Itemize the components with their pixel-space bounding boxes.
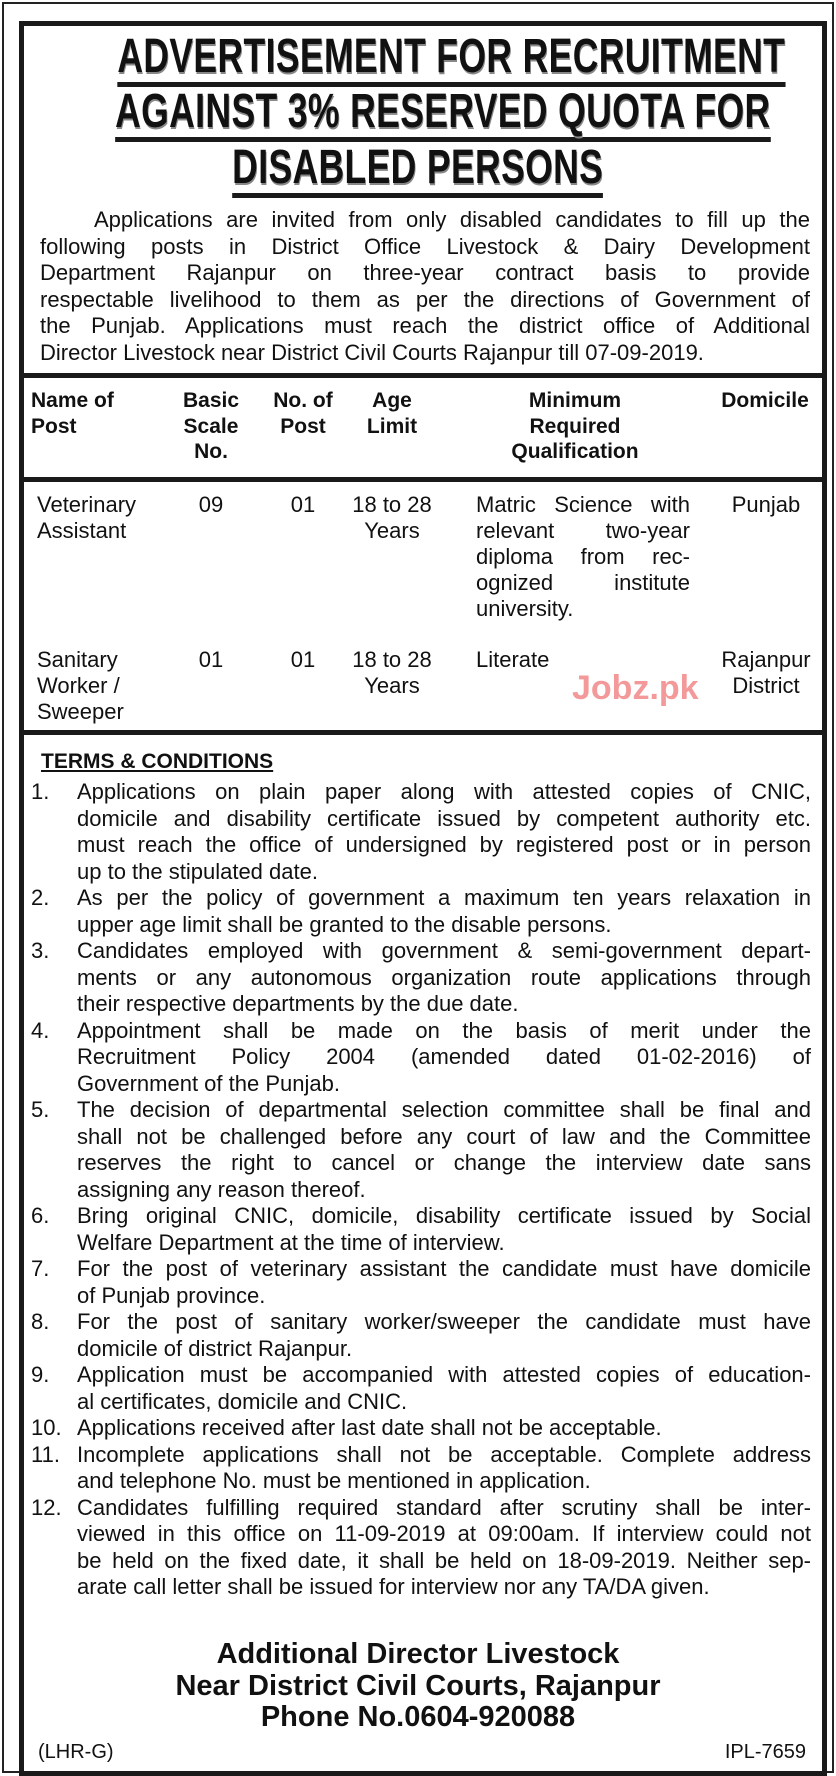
- intro-line: respectable livelihood to them as per the directions of Government of: [40, 286, 810, 312]
- header-posts: [258, 388, 348, 439]
- header-posts-line: Post: [280, 414, 326, 438]
- cell-name: [37, 492, 167, 544]
- item-line: Incomplete applications shall not be acceptable. Complete address: [77, 1441, 811, 1467]
- item-line: reserves the right to cancel or change the interview date sans: [77, 1150, 811, 1175]
- cell-name-line: Assistant: [37, 518, 127, 543]
- cell-scale-line: 09: [198, 492, 224, 517]
- intro-paragraph: [40, 207, 810, 366]
- item-line: Applications received after last date shall not be acceptable.: [77, 1415, 662, 1440]
- terms-item: [31, 1309, 811, 1362]
- item-line: For the post of sanitary worker/sweeper the candidate must have: [77, 1309, 811, 1334]
- header-qualification: [475, 388, 675, 465]
- terms-item: [31, 1018, 811, 1098]
- terms-item: [31, 1097, 811, 1203]
- intro-line: Applications are invited from only disabled candidates to fill up the: [94, 207, 810, 232]
- terms-item: [31, 1203, 811, 1256]
- item-line: of Punjab province.: [77, 1282, 266, 1308]
- item-number: 12.: [31, 1494, 62, 1520]
- cell-qualification-line: diploma from rec-: [476, 544, 690, 569]
- cell-posts: [258, 492, 348, 518]
- watermark-logo: Jobz.pk: [572, 669, 699, 707]
- item-number: 6.: [31, 1203, 50, 1228]
- item-number: 4.: [31, 1017, 50, 1043]
- header-qualification-line: Qualification: [511, 440, 639, 463]
- item-line: shall not be challenged before any court of law and the Committee: [77, 1123, 811, 1149]
- item-line: The decision of departmental selection committee shall be final and: [77, 1097, 811, 1122]
- cell-qualification-line: Matric Science with: [476, 492, 690, 517]
- item-number: 11.: [31, 1441, 60, 1467]
- item-number: 1.: [31, 779, 50, 804]
- cell-age: [342, 647, 442, 699]
- header-scale-line: Scale: [183, 414, 239, 438]
- cell-name: [37, 647, 167, 725]
- item-line: Candidates employed with government & semi-government depart-: [77, 938, 811, 963]
- item-number: 8.: [31, 1309, 50, 1334]
- item-number: 9.: [31, 1362, 50, 1387]
- footer-office: Additional Director Livestock: [216, 1638, 620, 1670]
- header-name-line: Name of: [31, 389, 114, 412]
- terms-item: [31, 1495, 811, 1601]
- item-line: Bring original CNIC, domicile, disability certificate issued by Social: [77, 1203, 811, 1228]
- divider: [19, 730, 827, 735]
- item-line: and telephone No. must be mentioned in application.: [77, 1468, 591, 1493]
- right-code: IPL-7659: [724, 1741, 806, 1763]
- item-line: For the post of veterinary assistant the candidate must have domicile: [77, 1256, 811, 1281]
- header-age: [347, 388, 437, 439]
- item-line: Appointment shall be made on the basis of merit under the: [77, 1017, 811, 1043]
- header-name-line: Post: [31, 414, 77, 438]
- header-age-line: Limit: [366, 414, 418, 438]
- item-line: domicile and disability certificate issued by competent authority etc.: [77, 805, 811, 831]
- item-line: Candidates fulfilling required standard after scrutiny shall be inter-: [77, 1494, 811, 1520]
- item-line: must reach the office of undersigned by registered post or in person: [77, 832, 811, 857]
- item-line: viewed in this office on 11-09-2019 at 09:00am. If interview could not: [77, 1521, 811, 1546]
- item-number: 5.: [31, 1097, 50, 1122]
- header-scale: [166, 388, 256, 465]
- terms-heading: TERMS & CONDITIONS: [41, 750, 274, 773]
- cell-qualification: [476, 492, 690, 622]
- header-age-line: Age: [372, 389, 412, 412]
- cell-domicile: [705, 492, 827, 518]
- item-line: domicile of district Rajanpur.: [77, 1335, 353, 1361]
- header-qualification-line: Minimum: [528, 389, 622, 412]
- cell-name-line: Veterinary: [37, 492, 137, 517]
- title-line-2: [0, 87, 836, 143]
- cell-age-line: Years: [364, 518, 420, 543]
- terms-item: [31, 1415, 811, 1442]
- cell-name-line: Sanitary: [37, 647, 118, 672]
- cell-qualification-line: university.: [476, 596, 574, 621]
- terms-item: [31, 938, 811, 1018]
- footer-contact: [0, 1639, 836, 1734]
- cell-qualification-line: ognized institute: [476, 570, 690, 595]
- cell-name-line: Sweeper: [37, 699, 124, 724]
- header-scale-line: Basic: [182, 389, 240, 412]
- divider: [19, 477, 827, 482]
- item-line: ments or any autonomous organization route applications through: [77, 964, 811, 990]
- cell-qualification-line: relevant two-year: [476, 518, 690, 543]
- title-text: DISABLED PERSONS: [232, 143, 603, 198]
- item-line: Recruitment Policy 2004 (amended dated 01-02-2016) of: [77, 1044, 811, 1069]
- terms-list: [31, 779, 811, 1601]
- item-line: Welfare Department at the time of interview.: [77, 1229, 505, 1255]
- header-scale-line: No.: [194, 440, 228, 463]
- header-domicile: [705, 388, 825, 414]
- cell-scale-line: 01: [198, 647, 224, 672]
- title-text: AGAINST 3% RESERVED QUOTA FOR: [115, 87, 770, 142]
- terms-item: [31, 1362, 811, 1415]
- cell-domicile-line: Punjab: [731, 492, 801, 517]
- item-line: upper age limit shall be granted to the disable persons.: [77, 911, 612, 937]
- cell-age-line: Years: [364, 673, 420, 698]
- footer-address: Near District Civil Courts, Rajanpur: [175, 1669, 661, 1702]
- cell-domicile: [705, 647, 827, 699]
- intro-line: following posts in District Office Livestock & Dairy Development: [40, 233, 810, 259]
- cell-age: [342, 492, 442, 544]
- cell-scale: [166, 647, 256, 673]
- header-domicile-line: Domicile: [721, 389, 809, 412]
- item-line: Applications on plain paper along with attested copies of CNIC,: [77, 779, 811, 804]
- divider: [19, 373, 827, 378]
- title-text: ADVERTISEMENT FOR RECRUITMENT: [117, 32, 785, 87]
- cell-scale: [166, 492, 256, 518]
- cell-qualification-line: Literate: [476, 647, 550, 672]
- cell-posts-line: 01: [290, 647, 316, 672]
- item-number: 3.: [31, 938, 50, 963]
- intro-line: Department Rajanpur on three-year contract basis to provide: [40, 260, 810, 285]
- header-name: [31, 388, 151, 439]
- item-line: al certificates, domicile and CNIC.: [77, 1388, 408, 1414]
- item-line: their respective departments by the due date.: [77, 991, 519, 1016]
- cell-age-line: 18 to 28: [352, 647, 432, 672]
- cell-posts: [258, 647, 348, 673]
- item-number: 2.: [31, 885, 50, 910]
- item-number: 10.: [31, 1415, 62, 1440]
- item-line: up to the stipulated date.: [77, 858, 318, 884]
- item-line: As per the policy of government a maximum ten years relaxation in: [77, 885, 811, 910]
- intro-line: the Punjab. Applications must reach the district office of Additional: [40, 313, 810, 338]
- terms-item: [31, 779, 811, 885]
- cell-age-line: 18 to 28: [352, 492, 432, 517]
- cell-name-line: Worker /: [37, 673, 120, 698]
- item-line: assigning any reason thereof.: [77, 1176, 366, 1202]
- left-code: (LHR-G): [38, 1741, 114, 1763]
- terms-item: [31, 885, 811, 938]
- item-line: arate call letter shall be issued for interview nor any TA/DA given.: [77, 1574, 710, 1599]
- terms-item: [31, 1442, 811, 1495]
- item-line: be held on the fixed date, it shall be held on 18-09-2019. Neither sep-: [77, 1547, 811, 1573]
- cell-domicile-line: Rajanpur: [721, 647, 811, 672]
- header-posts-line: No. of: [273, 389, 333, 412]
- cell-domicile-line: District: [732, 673, 800, 698]
- header-qualification-line: Required: [529, 414, 621, 438]
- title-line-1: [0, 32, 836, 88]
- terms-item: [31, 1256, 811, 1309]
- item-line: Application must be accompanied with attested copies of education-: [77, 1362, 811, 1387]
- intro-line: Director Livestock near District Civil Courts Rajanpur till 07-09-2019.: [40, 339, 704, 365]
- item-number: 7.: [31, 1256, 50, 1281]
- title-line-3: [0, 143, 836, 199]
- cell-posts-line: 01: [290, 492, 316, 517]
- item-line: Government of the Punjab.: [77, 1070, 340, 1096]
- footer-phone: Phone No.0604-920088: [260, 1701, 576, 1733]
